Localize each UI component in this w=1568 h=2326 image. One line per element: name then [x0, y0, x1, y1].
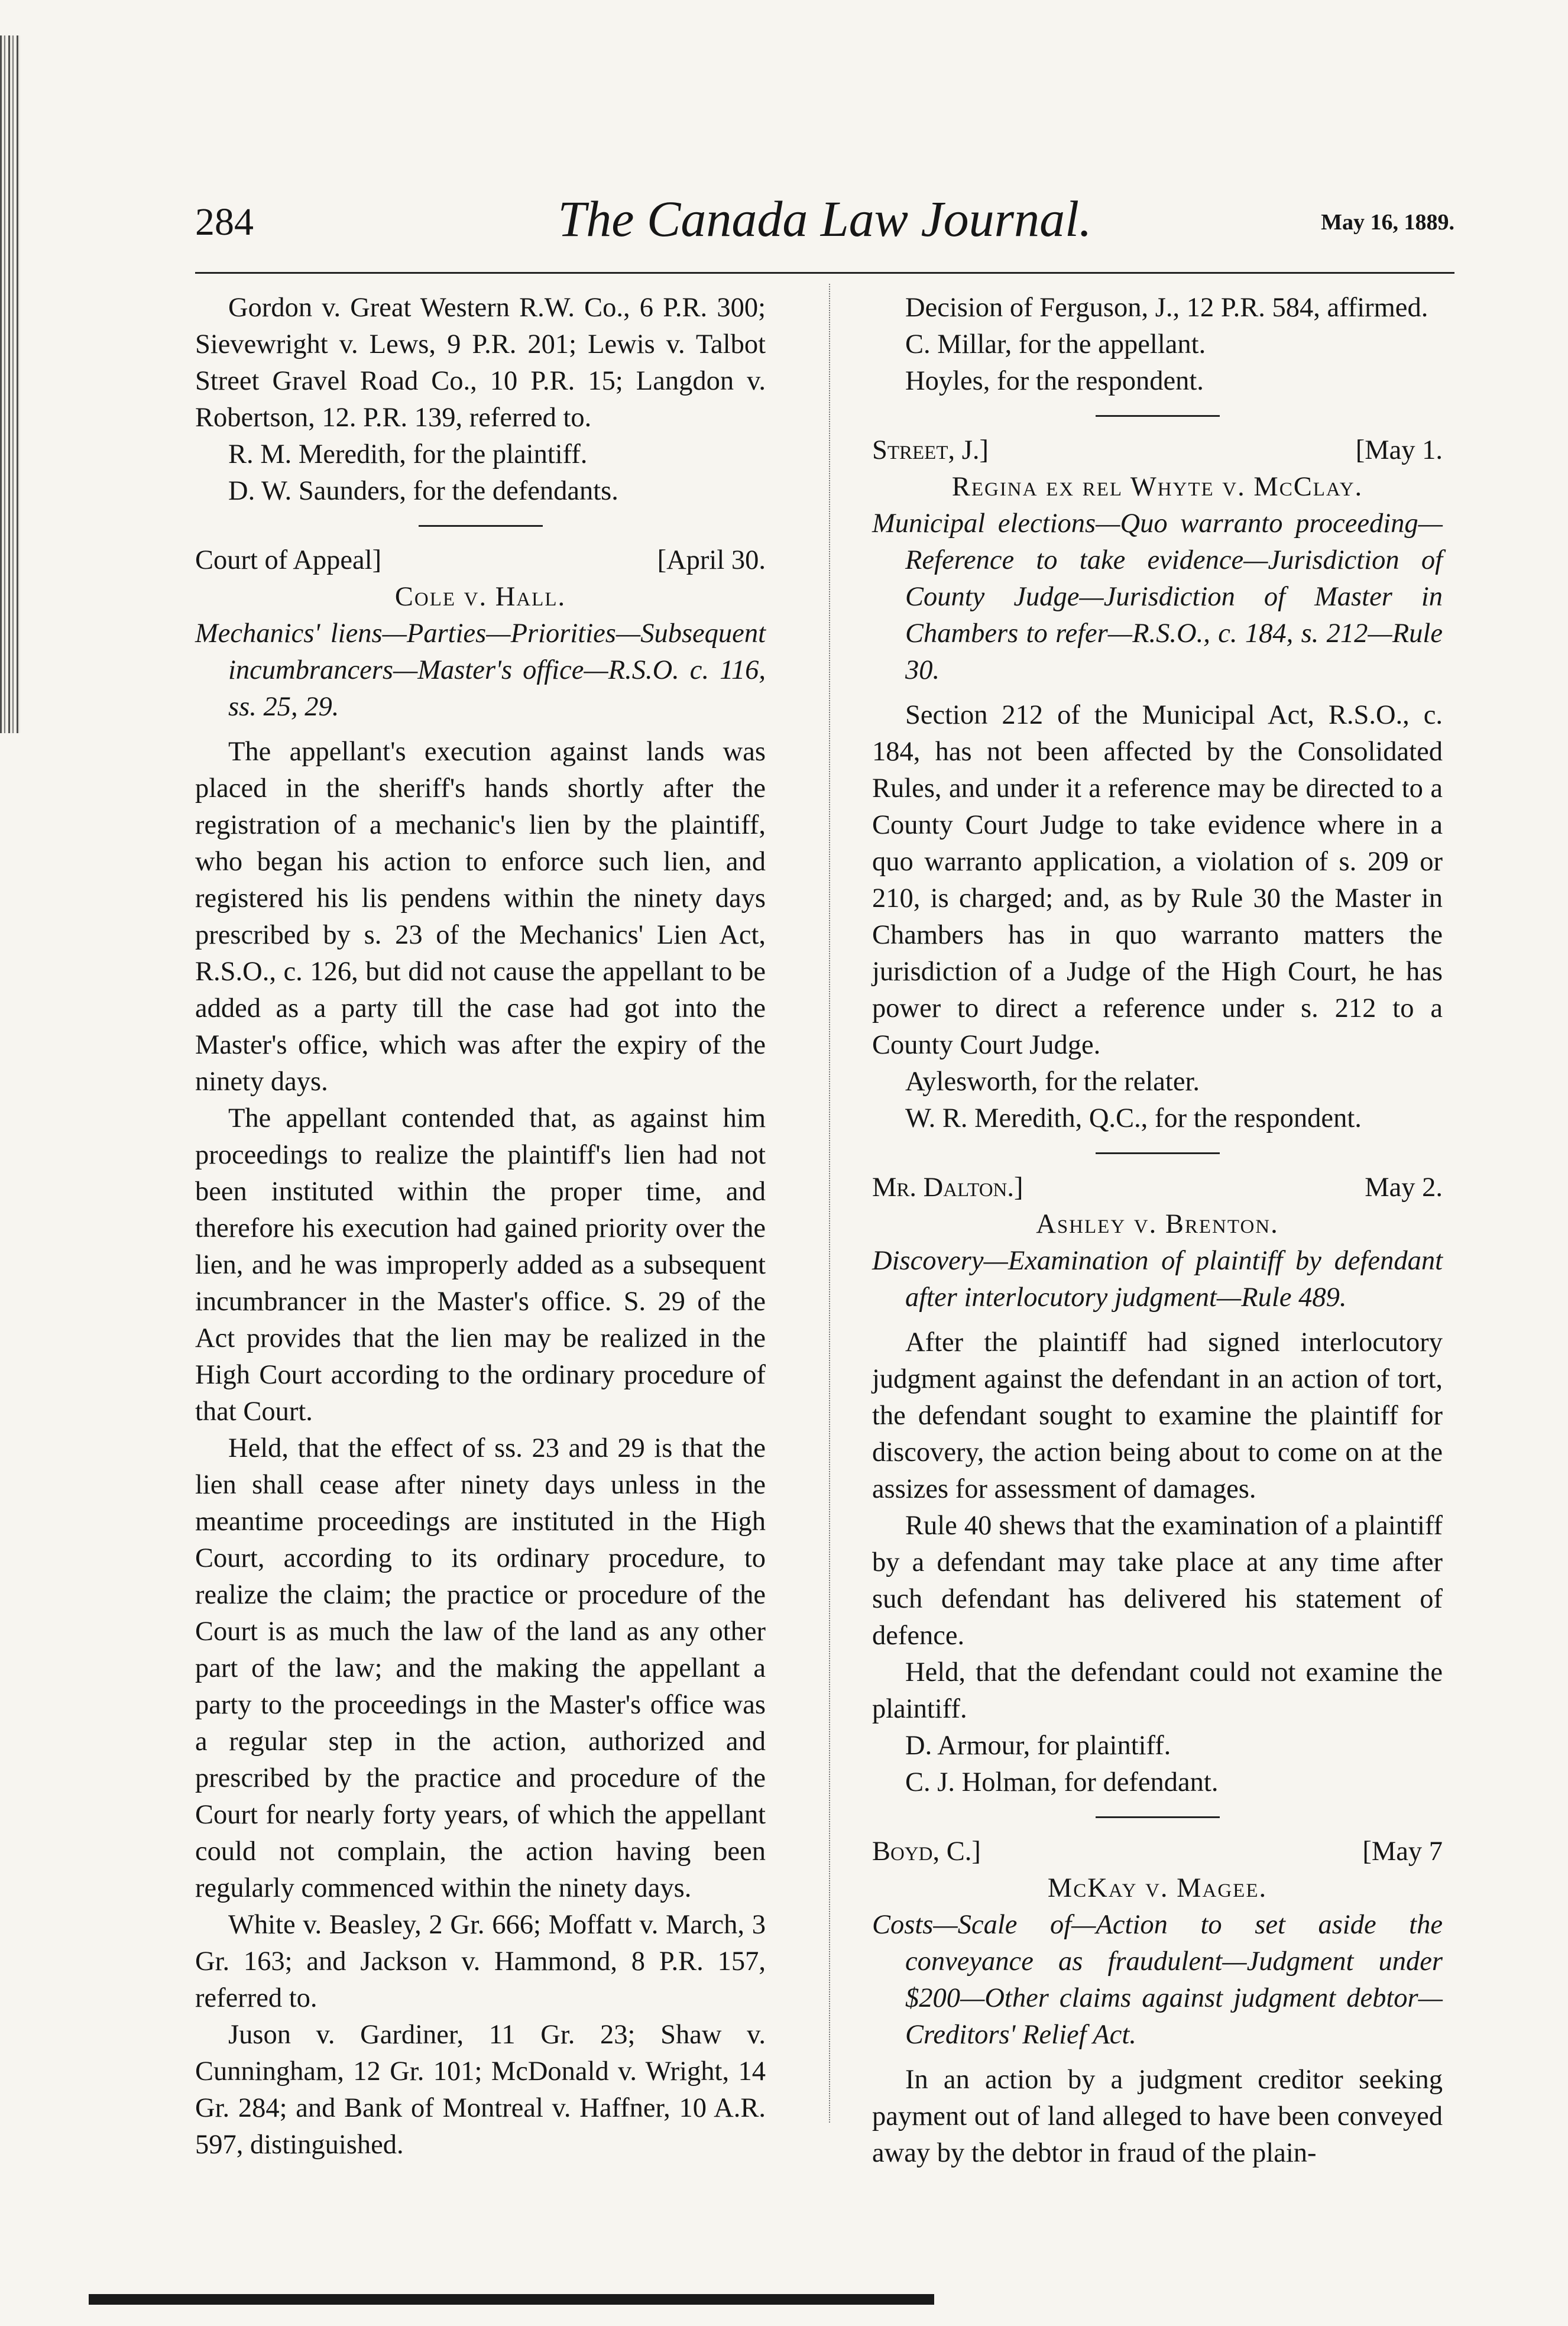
court-name: Mr. Dalton.]: [872, 1172, 1023, 1203]
section-rule: [1096, 1152, 1220, 1154]
court-name: Street, J.]: [872, 435, 989, 465]
issue-date: May 16, 1889.: [1321, 210, 1454, 235]
left-column: [195, 290, 766, 2163]
case-title: Cole v. Hall.: [394, 582, 566, 612]
page-header: [195, 189, 1454, 260]
citation-paragraph: Gordon v. Great Western R.W. Co., 6 P.R. 300; Sievewright v. Lews, 9 P.R. 201; Lewis v. Talbot Street Gravel Road Co., 10 P.R. 15; Langdon v. Robertson, 12. P.R. 139, referred to.: [195, 293, 766, 433]
counsel-line: D. W. Saunders, for the defendants.: [228, 476, 618, 506]
case-date: [May 7: [1362, 1836, 1443, 1867]
case-heading: [195, 542, 766, 579]
scan-edge-artifact: [0, 35, 20, 733]
counsel-line: Aylesworth, for the relater.: [905, 1067, 1200, 1097]
counsel-line: D. Armour, for plaintiff.: [905, 1731, 1171, 1761]
case-headnote: Municipal elections—Quo warranto proceeding—Reference to take evidence—Jurisdiction of County Judge—Jurisdiction of Master in Chambers to refer—R.S.O., c. 184, s. 212—Rule 30.: [872, 508, 1443, 685]
section-rule: [1096, 1816, 1220, 1818]
section-rule: [419, 525, 543, 527]
case-title: Regina ex rel Whyte v. McClay.: [951, 472, 1363, 502]
case-heading: [872, 1833, 1443, 1870]
scan-bottom-bar: [89, 2294, 934, 2305]
counsel-line: W. R. Meredith, Q.C., for the respondent.: [905, 1103, 1362, 1133]
body-paragraph: After the plaintiff had signed interlocutory judgment against the defendant in an action of tort, the defendant sought to examine the plaintiff for discovery, the action being about to come on at the assizes for assessment of damages.: [872, 1327, 1443, 1504]
case-title: McKay v. Magee.: [1047, 1873, 1268, 1903]
case-headnote: Mechanics' liens—Parties—Priorities—Subsequent incumbrancers—Master's office—R.S.O. c. 116, ss. 25, 29.: [195, 618, 766, 722]
case-heading: [872, 1170, 1443, 1206]
journal-title: The Canada Law Journal.: [558, 190, 1092, 247]
body-paragraph: The appellant's execution against lands was placed in the sheriff's hands shortly after the registration of a mechanic's lien by the plaintiff, who began his action to enforce such lien, and registered his lis pendens within the ninety days prescribed by s. 23 of the Mechanics' Lien Act, R.S.O., c. 126, but did not cause the appellant to be added as a party till the case had got into the Master's office, which was after the expiry of the ninety days.: [195, 737, 766, 1097]
court-name: Boyd, C.]: [872, 1836, 981, 1867]
section-rule: [1096, 415, 1220, 417]
case-headnote: Costs—Scale of—Action to set aside the conveyance as fraudulent—Judgment under $200—Other claims against judgment debtor—Creditors' Relief Act.: [872, 1910, 1443, 2050]
body-paragraph: Held, that the effect of ss. 23 and 29 is that the lien shall cease after ninety days unless in the meantime proceedings are instituted in the High Court, according to its ordinary procedure, to realize the claim; the practice or procedure of the Court is as much the law of the land as any other part of the law; and the making the appellant a party to the proceedings in the Master's office was a regular step in the action, authorized and prescribed by the practice and procedure of the Court for nearly forty years, of which the appellant could not complain, the action having been regularly commenced within the ninety days.: [195, 1433, 766, 1903]
header-rule: [195, 272, 1454, 274]
column-divider: [829, 284, 830, 2123]
body-paragraph: White v. Beasley, 2 Gr. 666; Moffatt v. March, 3 Gr. 163; and Jackson v. Hammond, 8 P.R. 157, referred to.: [195, 1910, 766, 2013]
counsel-line: C. Millar, for the appellant.: [905, 329, 1206, 359]
body-paragraph: Section 212 of the Municipal Act, R.S.O., c. 184, has not been affected by the Consolidated Rules, and under it a reference may be directed to a County Court Judge to take evidence where in a quo warranto application, a violation of s. 209 or 210, is charged; and, as by Rule 30 the Master in Chambers has in quo warranto matters the jurisdiction of a Judge of the High Court, he has power to direct a reference under s. 212 to a County Court Judge.: [872, 700, 1443, 1060]
court-name: Court of Appeal]: [195, 545, 382, 575]
case-date: May 2.: [1365, 1172, 1443, 1203]
body-paragraph: Rule 40 shews that the examination of a plaintiff by a defendant may take place at any time after such defendant has delivered his statement of defence.: [872, 1511, 1443, 1651]
case-date: [May 1.: [1355, 435, 1443, 465]
body-paragraph: The appellant contended that, as against him proceedings to realize the plaintiff's lien had not been instituted within the proper time, and therefore his execution had gained priority over the lien, and he was improperly added as a subsequent incumbrancer in the Master's office. S. 29 of the Act provides that the lien may be realized in the High Court according to the ordinary procedure of that Court.: [195, 1103, 766, 1427]
case-date: [April 30.: [657, 545, 766, 575]
case-heading: [872, 432, 1443, 469]
counsel-line: R. M. Meredith, for the plaintiff.: [228, 439, 588, 469]
right-column: [872, 290, 1443, 2172]
body-paragraph: Juson v. Gardiner, 11 Gr. 23; Shaw v. Cunningham, 12 Gr. 101; McDonald v. Wright, 14 Gr. 284; and Bank of Montreal v. Haffner, 10 A.R. 597, distinguished.: [195, 2020, 766, 2160]
counsel-line: Hoyles, for the respondent.: [905, 366, 1204, 396]
body-paragraph: Held, that the defendant could not examine the plaintiff.: [872, 1657, 1443, 1724]
body-paragraph: In an action by a judgment creditor seeking payment out of land alleged to have been conveyed away by the debtor in fraud of the plain-: [872, 2065, 1443, 2168]
page-number: 284: [195, 200, 254, 244]
counsel-line: C. J. Holman, for defendant.: [905, 1767, 1219, 1797]
body-paragraph: Decision of Ferguson, J., 12 P.R. 584, affirmed.: [905, 293, 1428, 323]
case-headnote: Discovery—Examination of plaintiff by defendant after interlocutory judgment—Rule 489.: [872, 1246, 1443, 1313]
case-title: Ashley v. Brenton.: [1036, 1209, 1279, 1239]
